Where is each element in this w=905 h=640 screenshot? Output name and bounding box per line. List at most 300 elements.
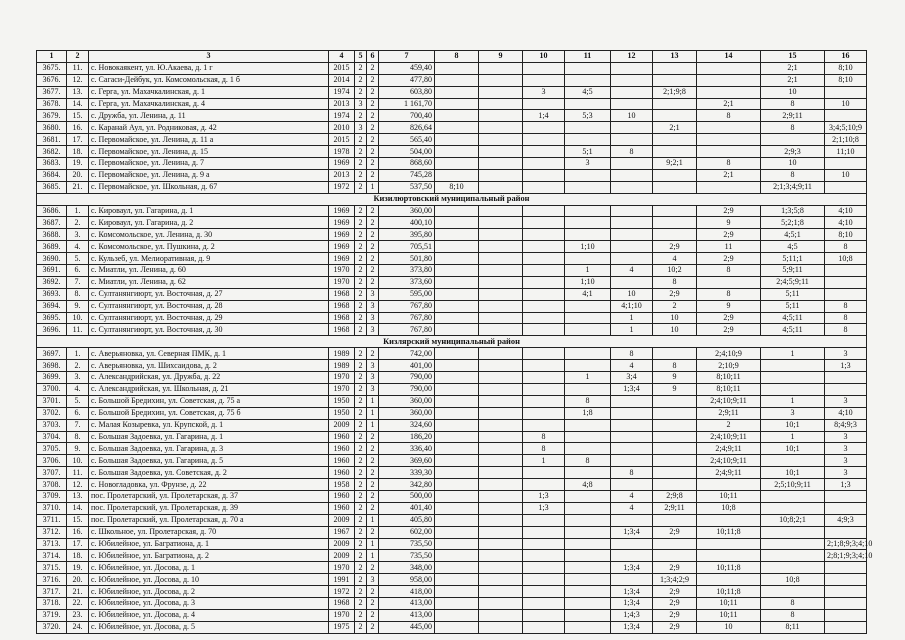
table-cell: с. Новокаякент, ул. Ю.Акаева, д. 1 г [89,62,329,74]
table-cell [565,502,611,514]
table-cell: 1969 [329,158,355,170]
table-cell: 2 [355,419,367,431]
table-cell [697,514,761,526]
table-cell: 10;1 [761,467,825,479]
table-cell: с. Новогладовка, ул. Фрунзе, д. 22 [89,479,329,491]
table-cell: 2 [367,586,379,598]
table-cell [653,229,697,241]
table-cell: 2;9 [653,597,697,609]
table-cell [825,609,867,621]
table-cell: 3711. [37,514,67,526]
table-cell: 3 [367,372,379,384]
table-cell [825,586,867,598]
table-cell [479,609,523,621]
table-cell: с. Юбилейное, ул. Досова, д. 4 [89,609,329,621]
column-header: 15 [761,51,825,63]
table-cell: 1972 [329,586,355,598]
table-cell [611,514,653,526]
table-cell [565,538,611,550]
table-cell [825,490,867,502]
table-cell: 2009 [329,550,355,562]
table-cell: 2 [355,562,367,574]
table-row [37,597,867,609]
table-cell [611,205,653,217]
table-cell [435,407,479,419]
table-cell [653,467,697,479]
table-cell: 5;3 [565,110,611,122]
table-cell: 2;4;10;9;11 [697,395,761,407]
table-cell: 10;1 [761,419,825,431]
table-cell [435,62,479,74]
table-cell: 360,00 [379,395,435,407]
table-cell: 504,00 [379,146,435,158]
table-cell: 4 [611,490,653,502]
table-cell: 1978 [329,146,355,158]
table-cell: 1974 [329,110,355,122]
table-cell [479,550,523,562]
table-cell [479,62,523,74]
table-cell: 2 [355,86,367,98]
table-cell: 2 [355,467,367,479]
table-cell: 2;4;10;9;11 [697,431,761,443]
table-cell: 18. [67,550,89,562]
table-cell [611,122,653,134]
table-cell [565,74,611,86]
table-cell [565,419,611,431]
table-cell: 1;8 [565,407,611,419]
table-cell: 2;9 [653,288,697,300]
table-cell: 1974 [329,86,355,98]
table-cell [523,312,565,324]
table-cell [825,86,867,98]
table-cell: 10;1 [761,443,825,455]
table-cell: 2 [355,169,367,181]
table-cell: 373,60 [379,276,435,288]
table-cell: 8 [611,348,653,360]
table-cell: 9 [697,300,761,312]
table-cell [435,253,479,265]
table-cell: 4;9;3 [825,514,867,526]
table-cell: 10 [611,110,653,122]
table-cell: 10;11;8 [697,526,761,538]
table-cell: 1;3;4 [611,383,653,395]
table-cell: 20. [67,169,89,181]
table-cell: 8. [67,431,89,443]
table-cell: 8;4;9;3 [825,419,867,431]
table-cell [697,134,761,146]
table-cell: 603,80 [379,86,435,98]
table-cell: 2 [367,597,379,609]
table-cell: 8 [565,395,611,407]
table-cell: 8;10;11 [697,383,761,395]
table-cell [825,181,867,193]
table-cell: с. Первомайское, ул. Ленина, д. 9 а [89,169,329,181]
table-cell [653,395,697,407]
table-cell: 2 [355,395,367,407]
table-cell [479,217,523,229]
table-cell [697,181,761,193]
column-header: 2 [67,51,89,63]
table-cell: 6. [67,407,89,419]
table-cell: 1 [367,538,379,550]
table-cell [611,229,653,241]
table-cell: 9 [653,372,697,384]
table-cell: 745,28 [379,169,435,181]
table-cell: 8 [697,110,761,122]
table-cell: 7. [67,276,89,288]
table-cell: с. Первомайское, ул. Ленина, д. 7 [89,158,329,170]
table-cell: 4;10 [825,205,867,217]
table-cell: 2;1 [697,98,761,110]
table-row [37,241,867,253]
table-cell: 2;9;11 [653,502,697,514]
table-cell: 1968 [329,300,355,312]
table-cell: с. Большой Бредихин, ул. Советская, д. 75 а [89,395,329,407]
table-cell: 4;5;11 [761,312,825,324]
table-cell: 8 [761,597,825,609]
table-cell [523,241,565,253]
table-cell [523,621,565,633]
table-cell: 1989 [329,360,355,372]
table-cell: 868,60 [379,158,435,170]
table-cell [523,574,565,586]
table-cell [479,574,523,586]
table-cell [435,276,479,288]
table-cell [479,158,523,170]
table-cell [523,265,565,277]
table-cell [761,372,825,384]
table-cell [611,276,653,288]
table-cell: 3. [67,372,89,384]
table-cell [435,288,479,300]
table-cell: 8 [761,98,825,110]
table-cell [565,562,611,574]
table-cell: 5;11 [761,300,825,312]
table-cell: с. Аверьяновка, ул. Шихсаидова, д. 2 [89,360,329,372]
table-cell: 1970 [329,276,355,288]
table-cell [479,205,523,217]
table-cell: 3 [367,574,379,586]
table-cell: 595,00 [379,288,435,300]
table-cell: 2 [355,407,367,419]
table-cell: 12. [67,479,89,491]
table-cell: 2 [367,502,379,514]
table-cell: 2. [67,217,89,229]
table-cell: 3712. [37,526,67,538]
table-cell: 2 [367,98,379,110]
table-cell: 1 [367,550,379,562]
section-title-row [37,193,867,205]
table-row [37,110,867,122]
table-cell: 826,64 [379,122,435,134]
table-cell: 10 [611,288,653,300]
table-cell: 10;8 [825,253,867,265]
table-cell [523,550,565,562]
table-cell [565,134,611,146]
table-cell: 10;11;8 [697,586,761,598]
table-cell [611,538,653,550]
table-cell: 1 [761,395,825,407]
table-cell [523,229,565,241]
table-cell: 1;3 [523,502,565,514]
table-cell: 8 [697,288,761,300]
table-cell: 5. [67,253,89,265]
table-cell: 8 [761,169,825,181]
table-row [37,526,867,538]
table-cell: 8 [653,360,697,372]
table-cell: с. Миатли, ул. Ленина, д. 60 [89,265,329,277]
table-cell: 1968 [329,324,355,336]
table-cell: 1970 [329,609,355,621]
table-cell: пос. Пролетарский, ул. Пролетарская, д. 37 [89,490,329,502]
table-cell: 2 [367,467,379,479]
table-cell: с. Комсомольское, ул. Ленина, д. 30 [89,229,329,241]
table-cell: 3 [825,467,867,479]
table-cell: 8 [761,609,825,621]
table-cell: 8;10 [825,229,867,241]
table-cell [565,621,611,633]
table-cell: 3702. [37,407,67,419]
table-cell: 4;1;10 [611,300,653,312]
table-cell [611,98,653,110]
table-cell: 3 [367,360,379,372]
table-cell: 4;1 [565,288,611,300]
table-cell: 2013 [329,98,355,110]
table-cell: 2;1 [653,122,697,134]
table-cell: 342,80 [379,479,435,491]
table-cell: 3709. [37,490,67,502]
table-cell: 3 [825,395,867,407]
table-cell [653,514,697,526]
table-cell: 2 [367,158,379,170]
table-cell: 2;9 [697,229,761,241]
table-cell: 3 [565,158,611,170]
table-cell: 11;10 [825,146,867,158]
table-cell: с. Александрийская, ул. Школьная, д. 21 [89,383,329,395]
table-cell: 500,00 [379,490,435,502]
header-row [37,51,867,63]
column-header: 14 [697,51,761,63]
table-cell: с. Кироваул, ул. Гагарина, д. 2 [89,217,329,229]
table-cell: 3699. [37,372,67,384]
table-row [37,253,867,265]
table-row [37,372,867,384]
table-cell: 742,00 [379,348,435,360]
table-cell [825,502,867,514]
table-cell [611,419,653,431]
table-cell [825,597,867,609]
table-cell: с. Александрийская, ул. Дружба, д. 22 [89,372,329,384]
table-cell [565,181,611,193]
table-cell: 5;9;11 [761,265,825,277]
table-cell [653,205,697,217]
table-cell: 1 [367,514,379,526]
table-cell [761,502,825,514]
table-cell: 2;9 [653,526,697,538]
table-cell [565,62,611,74]
table-row [37,574,867,586]
table-cell [479,586,523,598]
table-cell [435,372,479,384]
table-cell: 10;8 [697,502,761,514]
table-cell [479,621,523,633]
table-cell: 8 [523,431,565,443]
table-cell: 4;5 [761,241,825,253]
table-cell: 1. [67,205,89,217]
table-cell [479,86,523,98]
table-cell: 16. [67,526,89,538]
table-cell: 1 161,70 [379,98,435,110]
table-cell: 15. [67,514,89,526]
table-cell: 14. [67,98,89,110]
table-cell: 2 [355,312,367,324]
table-cell [565,348,611,360]
table-cell: 400,10 [379,217,435,229]
table-cell: 10;11 [697,597,761,609]
table-cell: с. Кульзеб, ул. Мелиоративная, д. 9 [89,253,329,265]
table-cell: 3677. [37,86,67,98]
table-cell: 373,80 [379,265,435,277]
table-cell: 4 [611,360,653,372]
table-cell: 2 [355,502,367,514]
table-cell: 1969 [329,241,355,253]
table-cell: 2 [355,181,367,193]
table-cell: 2;9 [697,324,761,336]
table-cell [565,609,611,621]
table-cell [825,288,867,300]
table-cell: с. Аверьяновка, ул. Северная ПМК, д. 1 [89,348,329,360]
table-cell: 3700. [37,383,67,395]
table-cell [611,74,653,86]
table-cell: 3 [367,288,379,300]
column-header: 5 [355,51,367,63]
table-cell [523,467,565,479]
table-cell: 2 [367,621,379,633]
table-cell: 1969 [329,205,355,217]
table-cell [435,609,479,621]
table-cell [435,383,479,395]
table-cell [611,62,653,74]
table-cell: 2 [697,419,761,431]
table-cell: 8 [697,265,761,277]
table-cell [565,574,611,586]
table-cell: с. Султанянгиюрт, ул. Восточная, д. 29 [89,312,329,324]
table-row [37,479,867,491]
table-cell: 8. [67,288,89,300]
table-cell: 2015 [329,134,355,146]
table-cell: 10. [67,455,89,467]
table-cell [435,455,479,467]
column-header: 10 [523,51,565,63]
table-cell: 1 [367,181,379,193]
table-cell: 1968 [329,288,355,300]
table-cell [825,276,867,288]
table-cell [611,134,653,146]
table-cell [435,538,479,550]
table-cell: 3701. [37,395,67,407]
table-cell [523,372,565,384]
table-row [37,205,867,217]
table-cell: 1 [367,395,379,407]
table-cell: 2 [355,265,367,277]
table-cell: 2;1;3;4;9;11 [761,181,825,193]
table-cell [435,360,479,372]
table-cell: 9. [67,300,89,312]
table-cell: 1967 [329,526,355,538]
table-cell [479,455,523,467]
table-cell [435,526,479,538]
table-cell [523,300,565,312]
table-cell: с. Герга, ул. Махачкалинская, д. 1 [89,86,329,98]
table-cell [435,502,479,514]
table-cell: 2014 [329,74,355,86]
table-cell [825,562,867,574]
table-cell: 2009 [329,538,355,550]
table-cell: 705,51 [379,241,435,253]
table-cell [825,621,867,633]
table-cell [435,467,479,479]
table-cell: 3710. [37,502,67,514]
table-cell: 3682. [37,146,67,158]
table-cell [611,181,653,193]
table-cell [653,134,697,146]
table-cell [479,526,523,538]
table-cell [479,169,523,181]
table-cell: 10 [653,324,697,336]
table-cell: 11. [67,324,89,336]
table-cell: 1960 [329,490,355,502]
table-cell: 348,00 [379,562,435,574]
table-cell: с. Первомайское, ул. Ленина, д. 15 [89,146,329,158]
table-cell: 3681. [37,134,67,146]
table-cell: 445,00 [379,621,435,633]
table-cell: 8;10;11 [697,372,761,384]
table-cell [479,562,523,574]
table-cell: 3 [367,324,379,336]
table-cell: 20. [67,574,89,586]
table-cell: с. Комсомольское, ул. Пушкина, д. 2 [89,241,329,253]
table-cell: 767,80 [379,324,435,336]
table-cell: 413,00 [379,597,435,609]
table-cell: 3714. [37,550,67,562]
table-cell [653,110,697,122]
table-cell: 2;4;10;9 [697,348,761,360]
table-cell: 10;2 [653,265,697,277]
table-cell: 2;9 [697,205,761,217]
table-cell: 8 [697,158,761,170]
section-title: Кизилюртовский муниципальный район [37,193,867,205]
table-cell: 767,80 [379,312,435,324]
table-cell [697,276,761,288]
table-cell: 5;11 [761,288,825,300]
table-cell [479,253,523,265]
table-cell [479,431,523,443]
table-cell: 336,40 [379,443,435,455]
table-cell: 1;3;4;2;9 [653,574,697,586]
table-cell: с. Кироваул, ул. Гагарина, д. 1 [89,205,329,217]
table-cell: с. Большая Задоевка, ул. Гагарина, д. 3 [89,443,329,455]
table-cell: 9 [653,383,697,395]
table-row [37,348,867,360]
table-row [37,265,867,277]
table-cell [697,74,761,86]
table-cell [479,229,523,241]
table-cell [479,502,523,514]
table-cell [565,443,611,455]
table-cell: 3 [523,86,565,98]
table-cell: 1960 [329,502,355,514]
table-cell: 2;9 [653,241,697,253]
